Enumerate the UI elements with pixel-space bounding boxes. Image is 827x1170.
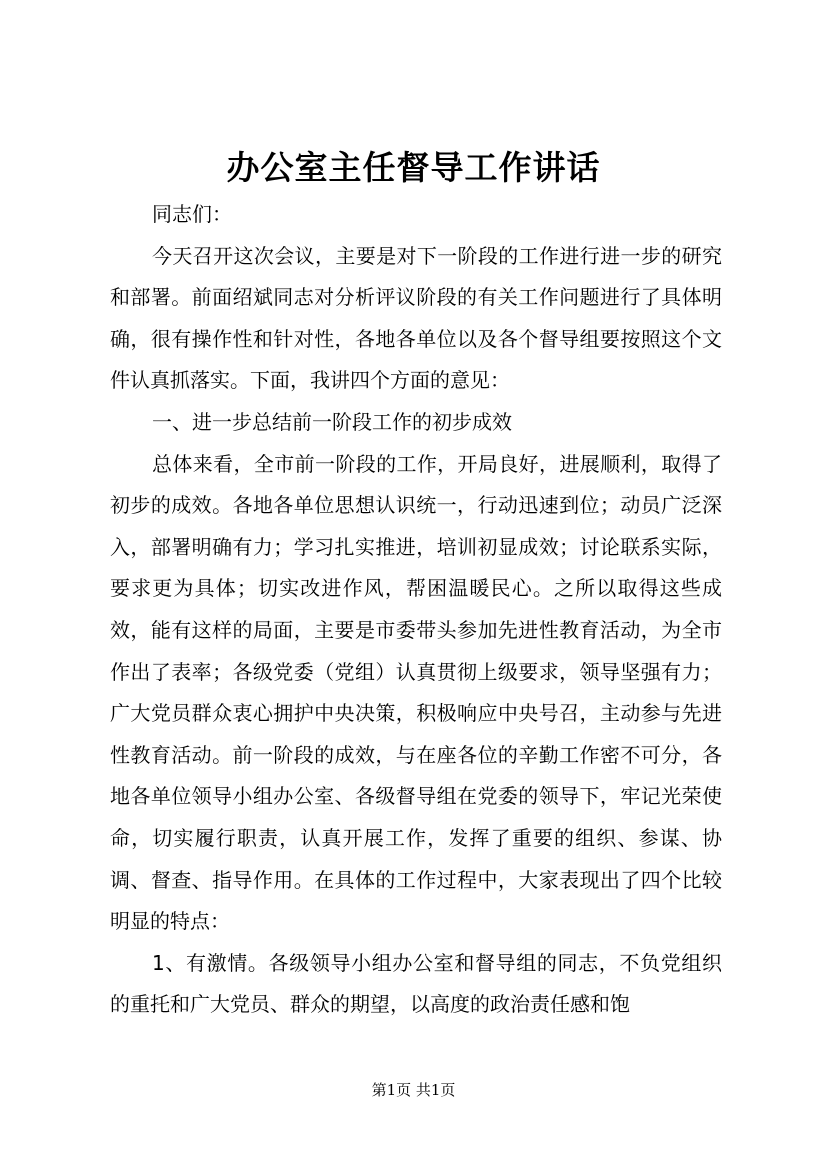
point-paragraph-1: 1、有激情。各级领导小组办公室和督导组的同志，不负党组织的重托和广大党员、群众的期望，以高度的政治责任感和饱 xyxy=(110,950,722,1017)
document-body xyxy=(110,194,722,1026)
salutation-paragraph: 同志们： xyxy=(152,202,232,226)
summary-paragraph: 总体来看，全市前一阶段的工作，开局良好，进展顺利，取得了初步的成效。各地各单位思想认识统一，行动迅速到位；动员广泛深入，部署明确有力；学习扎实推进，培训初显成效；讨论联系实际，要求更为具体；切实改进作风，帮困温暖民心。之所以取得这些成效，能有这样的局面，主要是市委带头参加先进性教育活动，为全市作出了表率；各级党委（党组）认真贯彻上级要求，领导坚强有力；广大党员群众衷心拥护中央决策，积极响应中央号召，主动参与先进性教育活动。前一阶段的成效，与在座各位的辛勤工作密不可分，各地各单位领导小组办公室、各级督导组在党委的领导下，牢记光荣使命，切实履行职责，认真开展工作，发挥了重要的组织、参谋、协调、督查、指导作用。在具体的工作过程中，大家表现出了四个比较明显的特点： xyxy=(110,451,722,934)
intro-paragraph: 今天召开这次会议，主要是对下一阶段的工作进行进一步的研究和部署。前面绍斌同志对分析评议阶段的有关工作问题进行了具体明确，很有操作性和针对性，各地各单位以及各个督导组要按照这个文件认真抓落实。下面，我讲四个方面的意见： xyxy=(110,243,722,393)
page-footer: 第1页 共1页 xyxy=(371,1081,456,1099)
section-heading-1: 一、进一步总结前一阶段工作的初步成效 xyxy=(152,409,512,434)
document-title: 办公室主任督导工作讲话 xyxy=(226,148,601,187)
